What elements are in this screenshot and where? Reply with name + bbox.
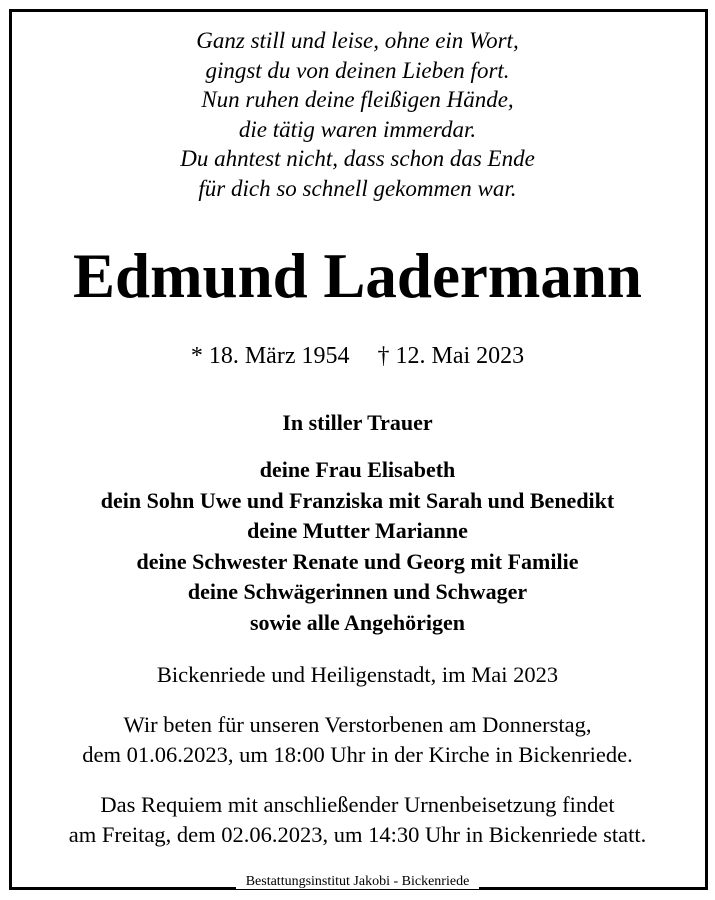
service-notice [0, 710, 715, 770]
family-line: deine Frau Elisabeth [259, 457, 456, 482]
poem-line: die tätig waren immerdar. [238, 116, 477, 142]
deceased-name: Edmund Ladermann [73, 241, 642, 311]
family-line: sowie alle Angehörigen [249, 609, 466, 635]
family-line: dein Sohn Uwe und Franziska mit Sarah und Benedikt [100, 487, 615, 513]
poem [0, 26, 715, 204]
funeral-home-name: Bestattungsinstitut Jakobi - Bickenriede [236, 874, 480, 889]
requiem-line: Das Requiem mit anschließender Urnenbeisetzung findet [100, 792, 615, 817]
service-line: dem 01.06.2023, um 18:00 Uhr in der Kirche in Bickenriede. [82, 742, 633, 767]
family-list [0, 455, 715, 639]
poem-line: Ganz still und leise, ohne ein Wort, [196, 28, 519, 53]
requiem-notice [0, 790, 715, 850]
mourning-heading: In stiller Trauer [282, 410, 433, 435]
family-line: deine Schwester Renate und Georg mit Familie [136, 548, 579, 574]
place-and-date: Bickenriede und Heiligenstadt, im Mai 2023 [156, 662, 559, 687]
poem-line: gingst du von deinen Lieben fort. [205, 57, 510, 83]
family-line: deine Schwägerinnen und Schwager [187, 579, 528, 605]
life-dates [0, 340, 715, 372]
family-line: deine Mutter Marianne [247, 518, 468, 544]
birth-date: * 18. März 1954 [190, 343, 350, 369]
death-date: † 12. Mai 2023 [377, 343, 525, 369]
funeral-home-credit [0, 870, 715, 894]
requiem-line: am Freitag, dem 02.06.2023, um 14:30 Uhr in Bickenriede statt. [68, 822, 647, 847]
poem-line: Nun ruhen deine fleißigen Hände, [201, 87, 514, 113]
poem-line: Du ahntest nicht, dass schon das Ende [180, 146, 535, 172]
service-line: Wir beten für unseren Verstorbenen am Donnerstag, [123, 712, 592, 737]
poem-line: für dich so schnell gekommen war. [198, 175, 517, 201]
